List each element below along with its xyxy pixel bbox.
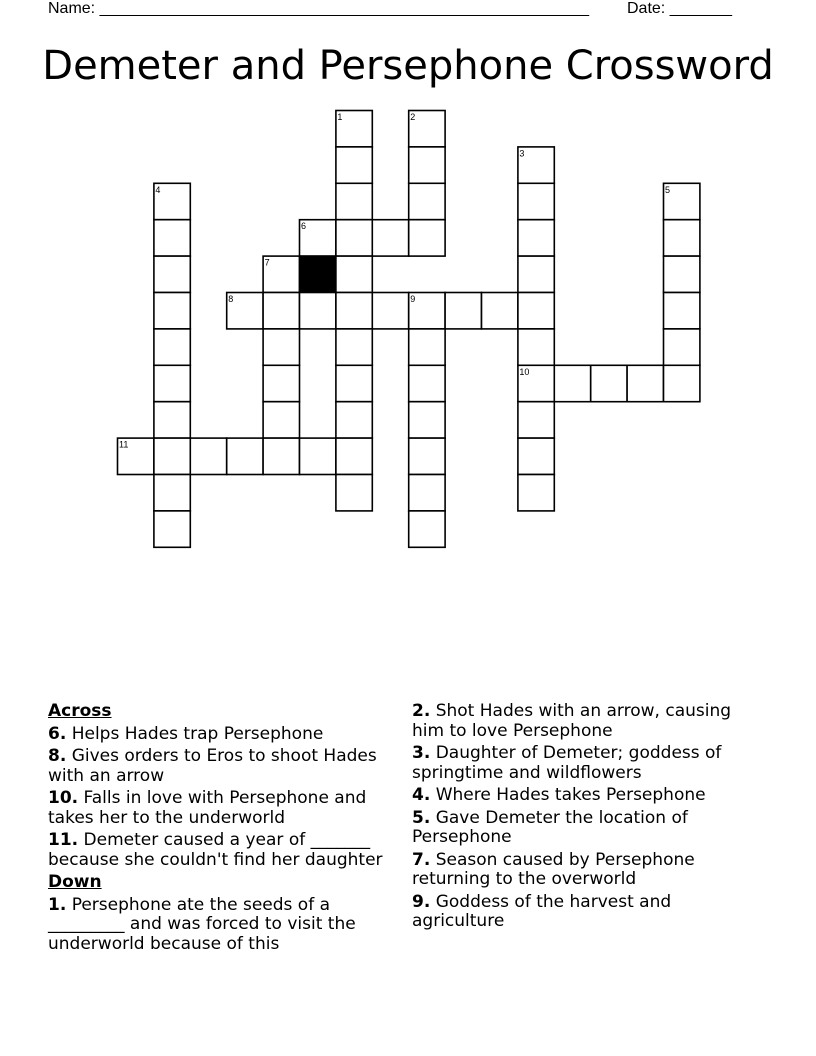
crossword-cell[interactable] [300,293,336,329]
clue-text: Daughter of Demeter; goddess of springtime and wildflowers [412,743,722,783]
crossword-cell[interactable] [409,402,445,438]
crossword-cell[interactable] [336,111,372,147]
cell-box[interactable] [154,293,190,329]
crossword-cell[interactable] [263,402,299,438]
crossword-cell[interactable] [154,402,190,438]
crossword-cell[interactable] [154,511,190,547]
clue-text: Demeter caused a year of _______ because she couldn't find her daughter [48,830,383,870]
cell-box[interactable] [154,511,190,547]
crossword-cell[interactable] [336,402,372,438]
cell-box[interactable] [154,402,190,438]
crossword-cell[interactable] [664,220,700,256]
crossword-cell[interactable] [409,220,445,256]
cell-box[interactable] [518,220,554,256]
crossword-cell[interactable] [336,147,372,183]
cell-box[interactable] [409,365,445,401]
crossword-cell[interactable] [518,402,554,438]
cell-number: 2 [410,112,416,122]
crossword-cell[interactable] [409,329,445,365]
crossword-cell[interactable] [664,256,700,292]
crossword-cell[interactable] [336,475,372,511]
crossword-cell[interactable] [664,329,700,365]
cell-box[interactable] [190,438,226,474]
cell-box[interactable] [336,147,372,183]
crossword-cell[interactable] [336,293,372,329]
cell-box[interactable] [336,365,372,401]
cell-box[interactable] [518,183,554,219]
crossword-cell[interactable] [336,329,372,365]
crossword-cell[interactable] [409,365,445,401]
clue-number: 9. [412,891,431,912]
crossword-cell[interactable] [591,365,627,401]
cell-box[interactable] [263,293,299,329]
cell-number: 7 [264,257,270,268]
crossword-cell[interactable] [336,220,372,256]
clues-column-left [48,702,400,957]
cell-box[interactable] [518,402,554,438]
clue-down-7 [412,851,762,890]
clue-text: Where Hades takes Persephone [435,785,706,805]
cell-box[interactable] [664,220,700,256]
cell-box[interactable] [336,183,372,219]
crossword-cell[interactable] [190,438,226,474]
crossword-cell[interactable] [518,220,554,256]
cell-box[interactable] [664,329,700,365]
down-heading: Down [48,872,102,892]
crossword-cell[interactable] [263,256,299,292]
cell-box[interactable] [263,365,299,401]
crossword-cell[interactable] [154,183,190,219]
cell-box [300,256,336,292]
crossword-cell[interactable] [482,293,518,329]
cell-box[interactable] [409,402,445,438]
cell-box[interactable] [336,256,372,292]
crossword-cell[interactable] [518,475,554,511]
crossword-cell[interactable] [154,329,190,365]
crossword-cell[interactable] [518,329,554,365]
clue-text: Shot Hades with an arrow, causing him to love Persephone [412,701,732,741]
cell-number: 10 [519,366,530,377]
clue-across-6 [48,725,400,745]
cell-box[interactable] [409,511,445,547]
crossword-cell[interactable] [336,183,372,219]
clue-number: 1. [48,894,67,915]
cell-box[interactable] [154,438,190,474]
cell-box[interactable] [263,329,299,365]
crossword-cell[interactable] [518,438,554,474]
cell-box[interactable] [554,365,590,401]
crossword-cell[interactable] [336,438,372,474]
cell-box[interactable] [409,183,445,219]
crossword-cell[interactable] [445,293,481,329]
crossword-cell[interactable] [518,183,554,219]
cell-box[interactable] [591,365,627,401]
crossword-block [300,256,336,292]
cell-number: 5 [665,184,671,195]
crossword-cell[interactable] [409,293,445,329]
cell-box[interactable] [518,475,554,511]
cell-box[interactable] [409,220,445,256]
cell-box[interactable] [336,438,372,474]
cell-box[interactable] [664,365,700,401]
clue-text: Gave Demeter the location of Persephone [412,807,688,847]
crossword-cell[interactable] [627,365,663,401]
crossword-cell[interactable] [409,183,445,219]
name-field[interactable]: Name: _______________________________________________________ [48,0,589,17]
clue-text: Helps Hades trap Persephone [71,723,324,744]
crossword-cell[interactable] [227,438,263,474]
crossword-cell[interactable] [554,365,590,401]
cell-box[interactable] [336,329,372,365]
crossword-cell[interactable] [664,365,700,401]
cell-box[interactable] [263,438,299,474]
cell-box[interactable] [336,402,372,438]
crossword-cell[interactable] [227,293,263,329]
clue-down-4 [412,786,762,806]
cell-box[interactable] [518,293,554,329]
crossword-cell[interactable] [518,365,554,401]
clue-across-10 [48,789,400,828]
cell-box[interactable] [409,475,445,511]
clue-text: Goddess of the harvest and agriculture [412,891,672,931]
clue-number: 4. [412,785,431,805]
cell-number: 4 [155,184,161,195]
crossword-cell[interactable] [263,438,299,474]
cell-box[interactable] [336,475,372,511]
crossword-cell[interactable] [154,475,190,511]
crossword-cell[interactable] [518,293,554,329]
cell-number: 8 [228,294,234,304]
cell-box[interactable] [409,329,445,365]
cell-box[interactable] [518,329,554,365]
crossword-cell[interactable] [263,329,299,365]
clue-text: Gives orders to Eros to shoot Hades with an arrow [48,746,377,786]
cell-number: 11 [119,439,129,450]
crossword-cell[interactable] [263,365,299,401]
clue-number: 10. [48,788,79,808]
crossword-cell[interactable] [154,365,190,401]
cell-box[interactable] [445,293,481,329]
crossword-cell[interactable] [263,293,299,329]
crossword-cell[interactable] [409,475,445,511]
crossword-cell[interactable] [336,365,372,401]
cell-box[interactable] [627,365,663,401]
cell-number: 9 [410,294,416,304]
clue-number: 2. [412,701,431,721]
cell-number: 3 [519,148,525,159]
clue-down-2 [412,702,762,741]
page-title: Demeter and Persephone Crossword [42,43,774,89]
crossword-cell[interactable] [154,220,190,256]
cell-box[interactable] [300,438,336,474]
cell-box[interactable] [518,438,554,474]
cell-box[interactable] [518,256,554,292]
clue-down-3 [412,744,762,783]
cell-box[interactable] [664,293,700,329]
clue-number: 8. [48,746,67,766]
cell-box[interactable] [372,220,408,256]
cell-box[interactable] [263,402,299,438]
cell-box[interactable] [227,438,263,474]
crossword-cell[interactable] [154,438,190,474]
crossword-cell[interactable] [372,293,408,329]
crossword-cell[interactable] [336,256,372,292]
crossword-cell[interactable] [372,220,408,256]
crossword-cell[interactable] [409,511,445,547]
cell-box[interactable] [154,220,190,256]
cell-box[interactable] [154,256,190,292]
clue-text: Season caused by Persephone returning to the overworld [412,849,695,889]
clue-down-5 [412,809,762,848]
clue-number: 11. [48,830,79,850]
cell-box[interactable] [336,220,372,256]
cell-box[interactable] [154,475,190,511]
cell-box[interactable] [372,293,408,329]
cell-box[interactable] [336,293,372,329]
clue-number: 5. [412,807,431,828]
cell-box[interactable] [482,293,518,329]
clue-across-8 [48,747,400,786]
clues-column-right [412,702,762,935]
crossword-cell[interactable] [409,111,445,147]
cell-box[interactable] [409,147,445,183]
crossword-cell[interactable] [300,220,336,256]
clue-down-1 [48,896,400,955]
cell-box[interactable] [154,365,190,401]
clue-number: 6. [48,723,67,744]
clue-text: Persephone ate the seeds of a _________ and was forced to visit the underworld because of this [48,894,356,954]
crossword-cell[interactable] [154,293,190,329]
crossword-cell[interactable] [518,256,554,292]
cell-box[interactable] [300,293,336,329]
crossword-cell[interactable] [300,438,336,474]
clue-number: 7. [412,849,431,870]
date-field[interactable]: Date: _______ [627,0,732,17]
clue-down-9 [412,893,762,932]
crossword-cell[interactable] [409,147,445,183]
clue-number: 3. [412,743,431,763]
cell-number: 6 [301,221,307,232]
crossword-cell[interactable] [154,256,190,292]
crossword-cell[interactable] [409,438,445,474]
crossword-cell[interactable] [518,147,554,183]
cell-box[interactable] [664,256,700,292]
cell-box[interactable] [154,329,190,365]
crossword-cell[interactable] [118,438,154,474]
clue-across-11 [48,831,400,870]
cell-number: 1 [337,112,343,122]
across-heading: Across [48,701,112,721]
cell-box[interactable] [409,438,445,474]
crossword-cell[interactable] [664,293,700,329]
crossword-cell[interactable] [664,183,700,219]
clue-text: Falls in love with Persephone and takes her to the underworld [48,788,367,828]
